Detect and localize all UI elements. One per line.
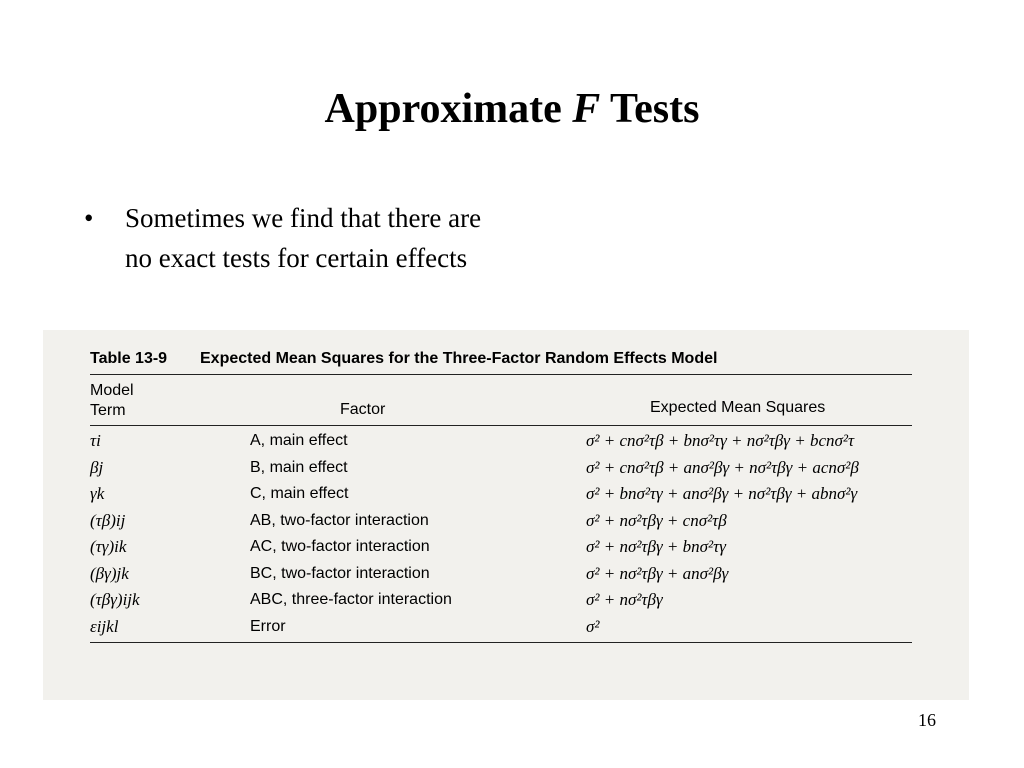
model-term-cell: (τβ)ij [90,510,126,530]
ems-cell: σ² + bnσ²τγ + anσ²βγ + nσ²τβγ + abnσ²γ [586,484,858,503]
table-caption [90,346,912,372]
ems-cell: σ² + nσ²τβγ + cnσ²τβ [586,510,727,530]
model-term-cell: βj [90,457,104,477]
table-row [90,455,912,482]
header-model-term: Model Term [90,382,134,419]
slide-title [0,88,1024,130]
title-text-italic: F [572,86,601,132]
ems-cell: σ² + cnσ²τβ + bnσ²τγ + nσ²τβγ + bcnσ²τ [586,431,855,450]
ems-cell: σ² + nσ²τβγ + bnσ²τγ [586,537,726,556]
table-row [90,481,912,508]
table-title: Expected Mean Squares for the Three-Factor Random Effects Model [200,350,718,367]
factor-cell: B, main effect [250,458,348,476]
ems-cell: σ² + cnσ²τβ + anσ²βγ + nσ²τβγ + acnσ²β [586,457,859,477]
ems-cell: σ² + nσ²τβγ + anσ²βγ [586,563,729,583]
factor-cell: AC, two-factor interaction [250,538,430,555]
factor-cell: AB, two-factor interaction [250,511,429,529]
table-row [90,534,912,561]
table-row [90,614,912,641]
bullet-text: Sometimes we find that there are no exact tests for certain effects [125,203,482,273]
model-term-cell: εijkl [90,616,119,636]
table-body [90,428,912,640]
model-term-cell: (τγ)ik [90,537,127,556]
table-row [90,587,912,614]
top-rule [90,374,912,375]
title-text-1: Approximate [324,86,573,132]
factor-cell: C, main effect [250,485,349,502]
ems-cell: σ² + nσ²τβγ [586,590,663,609]
table-row [90,428,912,455]
bullet-point [84,198,504,278]
model-term-cell: (τβγ)ijk [90,590,140,609]
title-text-2: Tests [600,86,700,132]
bottom-rule [90,642,912,643]
model-term-cell: (βγ)jk [90,563,129,583]
table-row [90,508,912,535]
header-factor: Factor [340,401,386,418]
factor-cell: ABC, three-factor interaction [250,591,452,608]
header-rule [90,425,912,426]
table-row [90,561,912,588]
header-ems: Expected Mean Squares [650,399,826,416]
model-term-cell: γk [90,484,105,503]
factor-cell: A, main effect [250,432,348,449]
ems-table [90,346,912,645]
scanned-table-image [43,330,969,700]
factor-cell: Error [250,617,286,635]
table-header [90,377,912,423]
table-number: Table 13-9 [90,350,168,367]
ems-cell: σ² [586,616,600,636]
factor-cell: BC, two-factor interaction [250,564,430,582]
bullet-marker: • [84,203,94,233]
model-term-cell: τi [90,431,101,450]
page-number: 16 [918,710,936,730]
